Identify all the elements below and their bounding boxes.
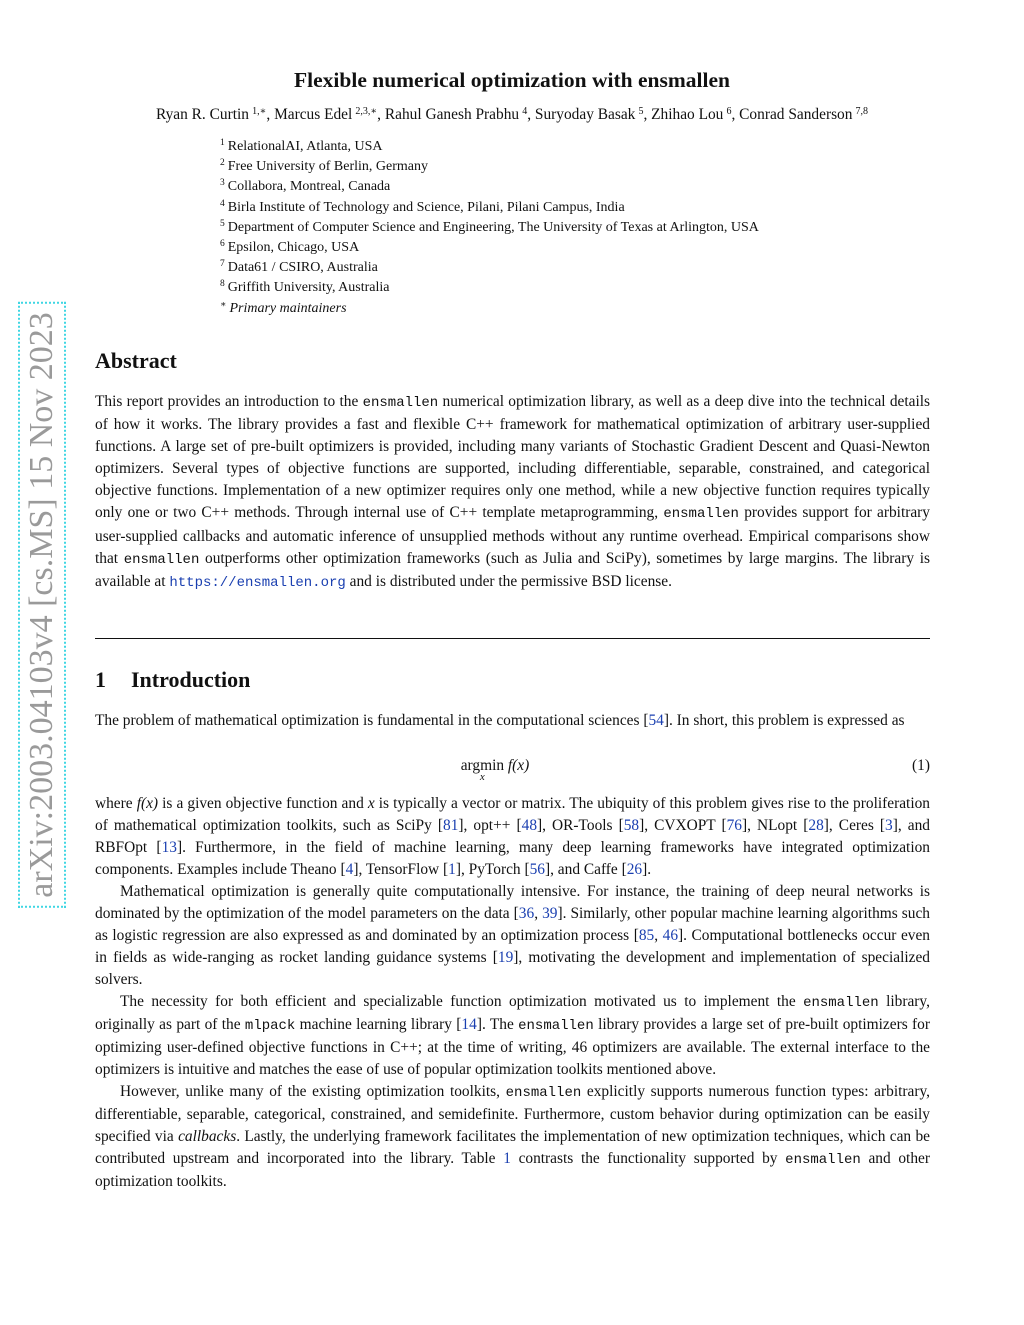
citation-link[interactable]: 81 — [443, 817, 459, 834]
text-run: library, originally as part of the — [95, 993, 930, 1033]
arxiv-identifier-stamp — [22, 310, 62, 900]
text-run: ], opt++ [ — [458, 817, 522, 834]
abstract-body — [95, 391, 930, 594]
text-run: is typically a vector or matrix. The ubiquity of this problem gives rise to the proliferation of mathematical optimization toolkits, such as SciPy [ — [95, 795, 930, 834]
code-term: ensmallen — [803, 995, 879, 1011]
text-run: ], and Caffe [ — [544, 861, 627, 878]
text-run: ], Ceres [ — [823, 817, 886, 834]
author-separator: , — [266, 106, 275, 123]
code-term: ensmallen — [785, 1152, 861, 1168]
affiliation-mark: 4 — [220, 198, 225, 209]
italic-term: f(x) — [136, 795, 159, 812]
author-list — [0, 104, 1024, 126]
affiliation-item — [220, 238, 920, 258]
affiliation-mark: 3 — [220, 178, 225, 189]
text-run: and is distributed under the permissive BSD license. — [345, 572, 672, 590]
text-run: where — [95, 795, 137, 812]
text-run: ]. Similarly, other popular machine learning algorithms such as logistic regression are also expressed as and dominated by an optimization process [ — [95, 905, 930, 944]
text-run: Mathematical optimization is generally quite computationally intensive. For instance, the training of deep neural networks is dominated by the optimization of the model parameters on the data [ — [95, 883, 930, 922]
text-run: The problem of mathematical optimization is fundamental in the computational sciences [ — [95, 712, 649, 729]
author-affiliation-mark: 1,∗ — [252, 106, 267, 117]
text-run: ], TensorFlow [ — [353, 861, 449, 878]
citation-link[interactable]: 58 — [623, 817, 640, 834]
affiliation-mark: ∗ — [220, 299, 227, 310]
citation-link[interactable]: 54 — [648, 712, 664, 729]
citation-link[interactable]: 19 — [497, 949, 514, 966]
code-term: ensmallen — [505, 1085, 582, 1101]
author-separator: , — [527, 106, 535, 123]
italic-term: callbacks — [178, 1128, 237, 1145]
citation-link[interactable]: 56 — [529, 861, 545, 878]
italic-term: x — [367, 795, 375, 812]
affiliation-text: Department of Computer Science and Engineering, The University of Texas at Arlington, USA — [227, 219, 759, 235]
intro-paragraph — [95, 881, 930, 991]
text-run: ], CVXOPT [ — [639, 817, 727, 834]
author-separator: , — [731, 106, 740, 123]
citation-link[interactable]: 26 — [626, 861, 643, 878]
author-name: Marcus Edel — [274, 106, 353, 123]
citation-link[interactable]: 48 — [521, 817, 538, 834]
equation-operator: argmin x — [460, 757, 505, 783]
affiliation-text: Data61 / CSIRO, Australia — [227, 260, 378, 276]
author-separator: , — [377, 106, 385, 123]
citation-link[interactable]: 36 — [518, 905, 535, 922]
code-term: mlpack — [244, 1018, 296, 1034]
section-title: Introduction — [131, 667, 251, 692]
section-number: 1 — [95, 667, 106, 692]
library-url-link[interactable]: https://ensmallen.org — [169, 574, 346, 591]
arxiv-identifier-text: arXiv:2003.04103v4 [cs.MS] 15 Nov 2023 — [22, 306, 62, 904]
section-divider — [95, 638, 930, 639]
affiliation-item — [220, 299, 920, 319]
author-name: Suryoday Basak — [534, 106, 636, 123]
paper-title: Flexible numerical optimization with ensmallen — [294, 68, 730, 92]
equation-1 — [95, 755, 930, 789]
text-run: numerical optimization library, as well as a deep dive into the technical details of how it works. The library provides a fast and flexible C++ framework for mathematical optimization of arbitrary user-supplied functions. A large set of pre-built optimizers is provided, including many variants of Stochastic Gradient Descent and Quasi-Newton optimizers. Several types of objective functions are supported, including differentiable, separable, constrained, and categorical objective functions. Implementation of a new optimizer requires only one method, while a new objective function requires typically only one or two C++ methods. Through internal use of C++ template metaprogramming, — [95, 393, 930, 522]
code-term: ensmallen — [518, 1018, 594, 1034]
affiliation-text: Primary maintainers — [229, 300, 347, 316]
text-run: , — [534, 905, 543, 922]
intro-body — [95, 793, 930, 1193]
citation-link[interactable]: 1 — [503, 1150, 511, 1167]
citation-link[interactable]: 85 — [638, 927, 655, 944]
affiliation-item — [220, 258, 920, 278]
author-affiliation-mark: 2,3,∗ — [355, 106, 378, 117]
affiliation-item — [220, 137, 920, 157]
text-run: ], PyTorch [ — [455, 861, 530, 878]
citation-link[interactable]: 13 — [161, 839, 177, 856]
text-run: and other optimization toolkits. — [95, 1150, 930, 1190]
citation-link[interactable]: 39 — [542, 905, 558, 922]
equation-number: (1) — [912, 757, 930, 774]
affiliation-mark: 7 — [220, 259, 225, 270]
author-affiliation-mark: 7,8 — [855, 106, 869, 117]
text-run: ], OR-Tools [ — [537, 817, 624, 834]
citation-link[interactable]: 1 — [448, 861, 456, 878]
text-run: contrasts the functionality supported by — [510, 1150, 786, 1167]
author-affiliation-mark: 6 — [726, 106, 732, 117]
code-term: ensmallen — [362, 395, 439, 411]
text-run: ], and RBFOpt [ — [95, 817, 930, 856]
text-run: library provides a large set of pre-built optimizers for optimizing user-defined objective functions in C++; at the time of writing, 46 optimizers are available. The external interface to the optimizers is intuitive and matches the ease of use of popular optimization toolkits mentioned above. — [95, 1016, 930, 1078]
intro-paragraph-opening — [95, 710, 930, 732]
affiliation-item — [220, 278, 920, 298]
author-affiliation-mark: 4 — [522, 106, 528, 117]
text-run: ]. Furthermore, in the field of machine learning, many deep learning frameworks have integrated optimization components. Examples include Theano [ — [95, 839, 930, 878]
citation-link[interactable]: 46 — [662, 927, 679, 944]
affiliation-mark: 2 — [220, 158, 225, 169]
affiliation-text: Birla Institute of Technology and Science, Pilani, Pilani Campus, India — [227, 199, 625, 215]
citation-link[interactable]: 14 — [461, 1016, 477, 1033]
section-heading-introduction — [95, 666, 250, 694]
affiliation-mark: 5 — [220, 218, 225, 229]
affiliation-item — [220, 218, 920, 238]
author-name: Zhihao Lou — [651, 106, 724, 123]
affiliation-text: Free University of Berlin, Germany — [227, 159, 428, 175]
affiliation-text: Epsilon, Chicago, USA — [227, 240, 360, 256]
text-run: This report provides an introduction to the — [95, 393, 363, 410]
text-run: However, unlike many of the existing optimization toolkits, — [120, 1083, 506, 1100]
abstract-heading: Abstract — [95, 348, 177, 373]
author-affiliation-mark: 5 — [638, 106, 644, 117]
citation-link[interactable]: 4 — [345, 861, 354, 878]
affiliation-item — [220, 157, 920, 177]
affiliation-item — [220, 198, 920, 218]
affiliation-mark: 1 — [220, 138, 225, 148]
text-run: ], motivating the development and implementation of specialized solvers. — [95, 949, 930, 988]
author-name: Conrad Sanderson — [739, 106, 853, 123]
text-run: ]. The — [476, 1016, 519, 1033]
text-run: ], NLopt [ — [742, 817, 809, 834]
equation-subscript: x — [479, 771, 485, 783]
code-term: ensmallen — [663, 506, 739, 523]
text-run: The necessity for both efficient and specializable function optimization motivated us to implement the — [120, 993, 804, 1010]
intro-paragraph — [95, 991, 930, 1081]
citation-link[interactable]: 76 — [726, 817, 742, 834]
text-run: provides support for arbitrary user-supplied callbacks and automatic inference of unsupplied methods without any runtime overhead. Empirical comparisons show that — [95, 504, 930, 567]
affiliation-text: RelationalAI, Atlanta, USA — [227, 139, 383, 154]
author-name: Rahul Ganesh Prabhu — [384, 106, 520, 123]
text-run: outperforms other optimization frameworks (such as Julia and SciPy), sometimes by large margins. The library is available at — [95, 549, 930, 590]
code-term: ensmallen — [123, 551, 200, 568]
intro-paragraph — [95, 1081, 930, 1193]
affiliation-mark: 8 — [220, 279, 225, 290]
text-run: , — [654, 927, 663, 944]
intro-paragraph — [95, 793, 930, 881]
text-run: ]. — [642, 861, 652, 878]
text-run: ]. In short, this problem is expressed as — [663, 712, 905, 729]
affiliation-mark: 6 — [220, 239, 225, 250]
equation-formula — [95, 755, 895, 783]
author-name: Ryan R. Curtin — [155, 106, 249, 123]
author-separator: , — [643, 106, 652, 123]
affiliation-list — [220, 137, 920, 319]
equation-body: f(x) — [507, 757, 530, 774]
affiliation-text: Griffith University, Australia — [227, 280, 390, 296]
text-run: explicitly supports numerous function types: arbitrary, differentiable, separable, categorical, constrained, and semidefinite. Furthermore, custom behavior during optimization can be easily specified via — [95, 1083, 930, 1145]
affiliation-item — [220, 177, 920, 197]
text-run: ]. Computational bottlenecks occur even in fields as wide-ranging as rocket landing guidance systems [ — [95, 927, 930, 966]
affiliation-text: Collabora, Montreal, Canada — [227, 179, 391, 195]
text-run: is a given objective function and — [158, 795, 368, 812]
text-run: machine learning library [ — [295, 1016, 462, 1033]
citation-link[interactable]: 3 — [885, 817, 893, 834]
citation-link[interactable]: 28 — [808, 817, 824, 834]
text-run: . Lastly, the underlying framework facilitates the implementation of new optimization techniques, which can be contributed upstream and incorporated into the library. Table — [95, 1128, 930, 1167]
